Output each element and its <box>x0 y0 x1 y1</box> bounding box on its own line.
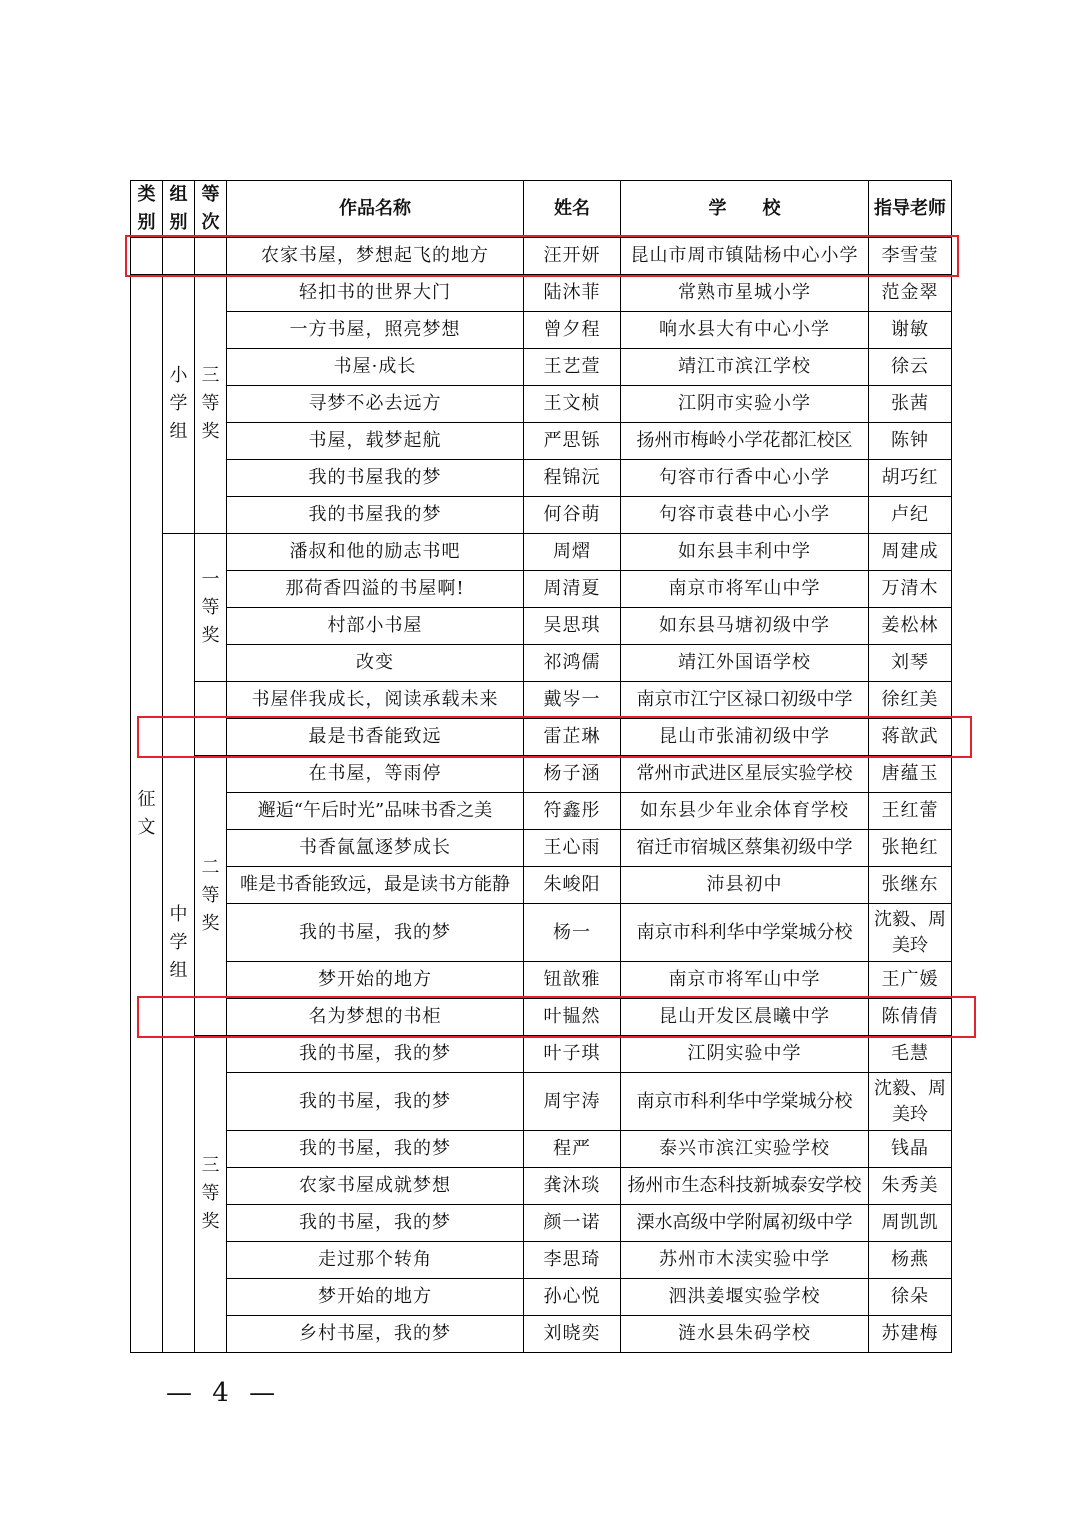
school-name: 溧水高级中学附属初级中学 <box>621 1205 869 1242</box>
category-essay: 征文 <box>131 275 163 1353</box>
grade-third-primary: 三等奖 <box>195 275 227 534</box>
table-row <box>131 645 952 682</box>
table-row <box>131 999 952 1036</box>
teacher-name: 徐朵 <box>869 1279 952 1316</box>
table-row <box>131 275 952 312</box>
teacher-name: 钱晶 <box>869 1131 952 1168</box>
student-name: 叶韫然 <box>524 999 621 1036</box>
student-name: 刘晓奕 <box>524 1316 621 1353</box>
table-row <box>131 386 952 423</box>
header-category: 类别 <box>131 181 163 238</box>
work-title: 最是书香能致远 <box>227 719 524 756</box>
student-name: 雷芷琳 <box>524 719 621 756</box>
work-title: 唯是书香能致远，最是读书方能静 <box>227 867 524 904</box>
table-row <box>131 904 952 962</box>
teacher-name: 万清木 <box>869 571 952 608</box>
work-title: 农家书屋，梦想起飞的地方 <box>227 238 524 275</box>
school-name: 南京市将军山中学 <box>621 571 869 608</box>
table-row <box>131 719 952 756</box>
teacher-name: 刘琴 <box>869 645 952 682</box>
school-name: 靖江市滨江学校 <box>621 349 869 386</box>
teacher-name: 李雪莹 <box>869 238 952 275</box>
table-row <box>131 423 952 460</box>
student-name: 钮歆雅 <box>524 962 621 999</box>
student-name: 曾夕程 <box>524 312 621 349</box>
table-row <box>131 867 952 904</box>
table-row <box>131 756 952 793</box>
student-name: 符鑫彤 <box>524 793 621 830</box>
school-name: 南京市科利华中学棠城分校 <box>621 904 869 962</box>
group-primary: 小学组 <box>163 275 195 534</box>
student-name: 颜一诺 <box>524 1205 621 1242</box>
school-name: 如东县马塘初级中学 <box>621 608 869 645</box>
teacher-name: 徐云 <box>869 349 952 386</box>
school-name: 泰兴市滨江实验学校 <box>621 1131 869 1168</box>
student-name: 祁鸿儒 <box>524 645 621 682</box>
work-title: 一方书屋，照亮梦想 <box>227 312 524 349</box>
table-row <box>131 962 952 999</box>
school-name: 靖江外国语学校 <box>621 645 869 682</box>
teacher-name: 卢纪 <box>869 497 952 534</box>
group-middle: 中学组 <box>163 534 195 1353</box>
work-title: 我的书屋我的梦 <box>227 460 524 497</box>
table-row <box>131 460 952 497</box>
work-title: 轻扣书的世界大门 <box>227 275 524 312</box>
work-title: 走过那个转角 <box>227 1242 524 1279</box>
table-header-row <box>131 181 952 238</box>
work-title: 我的书屋，我的梦 <box>227 1131 524 1168</box>
teacher-name: 徐红美 <box>869 682 952 719</box>
school-name: 沛县初中 <box>621 867 869 904</box>
teacher-name: 唐蕴玉 <box>869 756 952 793</box>
student-name: 周熠 <box>524 534 621 571</box>
teacher-name: 朱秀美 <box>869 1168 952 1205</box>
teacher-name: 王广媛 <box>869 962 952 999</box>
work-title: 我的书屋，我的梦 <box>227 1205 524 1242</box>
student-name: 戴岑一 <box>524 682 621 719</box>
school-name: 如东县丰利中学 <box>621 534 869 571</box>
student-name: 叶子琪 <box>524 1036 621 1073</box>
school-name: 南京市科利华中学棠城分校 <box>621 1073 869 1131</box>
teacher-name: 蒋歆武 <box>869 719 952 756</box>
table-row <box>131 793 952 830</box>
header-group: 组别 <box>163 181 195 238</box>
school-name: 宿迁市宿城区蔡集初级中学 <box>621 830 869 867</box>
school-name: 江阴市实验小学 <box>621 386 869 423</box>
table-row <box>131 830 952 867</box>
teacher-name: 毛慧 <box>869 1036 952 1073</box>
school-name: 苏州市木渎实验中学 <box>621 1242 869 1279</box>
student-name: 王艺萱 <box>524 349 621 386</box>
student-name: 吴思琪 <box>524 608 621 645</box>
table-row <box>131 571 952 608</box>
teacher-name: 张茜 <box>869 386 952 423</box>
header-teacher: 指导老师 <box>869 181 952 238</box>
grade-cell-top <box>195 238 227 275</box>
work-title: 农家书屋成就梦想 <box>227 1168 524 1205</box>
group-cell-top <box>163 238 195 275</box>
student-name: 朱峻阳 <box>524 867 621 904</box>
work-title: 在书屋，等雨停 <box>227 756 524 793</box>
work-title: 乡村书屋，我的梦 <box>227 1316 524 1353</box>
school-name: 南京市江宁区禄口初级中学 <box>621 682 869 719</box>
work-title: 书屋·成长 <box>227 349 524 386</box>
school-name: 扬州市生态科技新城泰安学校 <box>621 1168 869 1205</box>
student-name: 龚沐琰 <box>524 1168 621 1205</box>
work-title: 村部小书屋 <box>227 608 524 645</box>
page-number: — 4 — <box>166 1378 282 1408</box>
teacher-name: 周建成 <box>869 534 952 571</box>
teacher-name: 范金翠 <box>869 275 952 312</box>
teacher-name: 杨燕 <box>869 1242 952 1279</box>
school-name: 昆山开发区晨曦中学 <box>621 999 869 1036</box>
table-row <box>131 1131 952 1168</box>
table-row <box>131 1168 952 1205</box>
category-cell-top <box>131 238 163 275</box>
work-title: 梦开始的地方 <box>227 962 524 999</box>
student-name: 孙心悦 <box>524 1279 621 1316</box>
school-name: 常州市武进区星辰实验学校 <box>621 756 869 793</box>
work-title: 书香氤氲逐梦成长 <box>227 830 524 867</box>
work-title: 梦开始的地方 <box>227 1279 524 1316</box>
school-name: 响水县大有中心小学 <box>621 312 869 349</box>
student-name: 杨一 <box>524 904 621 962</box>
work-title: 我的书屋，我的梦 <box>227 904 524 962</box>
header-name: 姓名 <box>524 181 621 238</box>
table-row <box>131 682 952 719</box>
header-title: 作品名称 <box>227 181 524 238</box>
student-name: 王文桢 <box>524 386 621 423</box>
table-row <box>131 608 952 645</box>
work-title: 我的书屋我的梦 <box>227 497 524 534</box>
student-name: 程严 <box>524 1131 621 1168</box>
work-title: 邂逅“午后时光”品味书香之美 <box>227 793 524 830</box>
school-name: 南京市将军山中学 <box>621 962 869 999</box>
teacher-name: 陈钟 <box>869 423 952 460</box>
grade-first-middle: 一等奖 <box>195 534 227 682</box>
table-row <box>131 1073 952 1131</box>
grade-second-middle: 二等奖 <box>195 756 227 1036</box>
work-title: 书屋伴我成长，阅读承载未来 <box>227 682 524 719</box>
teacher-name: 周凯凯 <box>869 1205 952 1242</box>
school-name: 扬州市梅岭小学花都汇校区 <box>621 423 869 460</box>
work-title: 那荷香四溢的书屋啊! <box>227 571 524 608</box>
teacher-name: 苏建梅 <box>869 1316 952 1353</box>
header-grade: 等次 <box>195 181 227 238</box>
table-row <box>131 238 952 275</box>
work-title: 我的书屋，我的梦 <box>227 1036 524 1073</box>
student-name: 何谷萌 <box>524 497 621 534</box>
work-title: 改变 <box>227 645 524 682</box>
table-row <box>131 1316 952 1353</box>
teacher-name: 张继东 <box>869 867 952 904</box>
table-row <box>131 1036 952 1073</box>
grade-third-middle: 三等奖 <box>195 1036 227 1353</box>
teacher-name: 张艳红 <box>869 830 952 867</box>
student-name: 程锦沅 <box>524 460 621 497</box>
work-title: 潘叔和他的励志书吧 <box>227 534 524 571</box>
school-name: 昆山市张浦初级中学 <box>621 719 869 756</box>
table-row <box>131 349 952 386</box>
school-name: 句容市行香中心小学 <box>621 460 869 497</box>
school-name: 泗洪姜堰实验学校 <box>621 1279 869 1316</box>
work-title: 寻梦不必去远方 <box>227 386 524 423</box>
student-name: 陆沐菲 <box>524 275 621 312</box>
table-row <box>131 497 952 534</box>
work-title: 我的书屋，我的梦 <box>227 1073 524 1131</box>
student-name: 李思琦 <box>524 1242 621 1279</box>
table-row <box>131 312 952 349</box>
teacher-name: 谢敏 <box>869 312 952 349</box>
school-name: 如东县少年业余体育学校 <box>621 793 869 830</box>
table-row <box>131 1279 952 1316</box>
student-name: 汪开妍 <box>524 238 621 275</box>
student-name: 周清夏 <box>524 571 621 608</box>
school-name: 句容市袁巷中心小学 <box>621 497 869 534</box>
school-name: 昆山市周市镇陆杨中心小学 <box>621 238 869 275</box>
work-title: 书屋，载梦起航 <box>227 423 524 460</box>
table-row <box>131 534 952 571</box>
teacher-name: 沈毅、周美玲 <box>869 904 952 962</box>
student-name: 周宇涛 <box>524 1073 621 1131</box>
teacher-name: 沈毅、周美玲 <box>869 1073 952 1131</box>
teacher-name: 胡巧红 <box>869 460 952 497</box>
student-name: 王心雨 <box>524 830 621 867</box>
student-name: 严思铄 <box>524 423 621 460</box>
header-school: 学 校 <box>621 181 869 238</box>
grade-cell-blank <box>195 682 227 756</box>
school-name: 涟水县朱码学校 <box>621 1316 869 1353</box>
student-name: 杨子涵 <box>524 756 621 793</box>
work-title: 名为梦想的书柜 <box>227 999 524 1036</box>
teacher-name: 王红蕾 <box>869 793 952 830</box>
teacher-name: 姜松林 <box>869 608 952 645</box>
school-name: 常熟市星城小学 <box>621 275 869 312</box>
teacher-name: 陈倩倩 <box>869 999 952 1036</box>
table-row <box>131 1205 952 1242</box>
awards-table <box>130 180 952 1353</box>
school-name: 江阴实验中学 <box>621 1036 869 1073</box>
table-row <box>131 1242 952 1279</box>
